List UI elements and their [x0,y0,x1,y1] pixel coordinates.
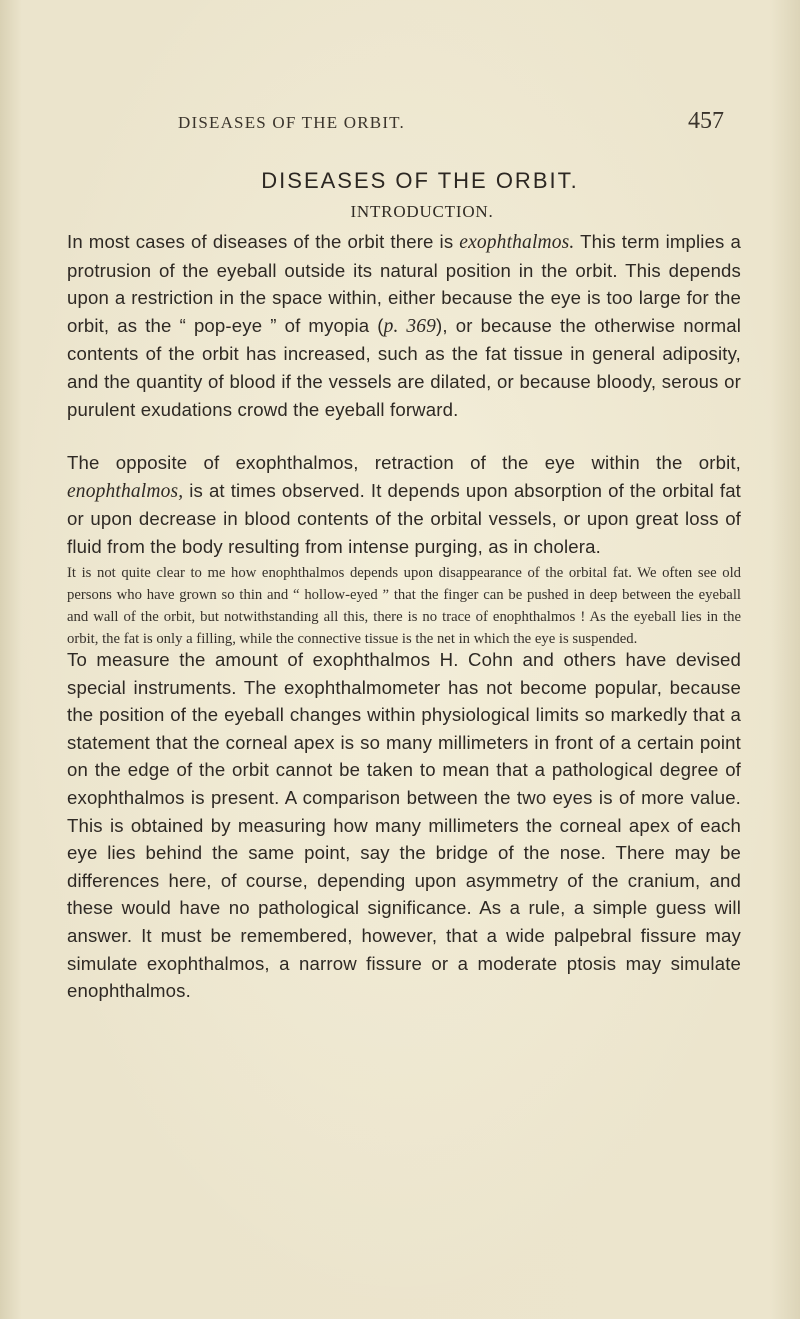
paragraph-measurement [67,646,741,1005]
page-number: 457 [688,108,724,134]
term-enophthalmos: enophthalmos, [67,480,184,502]
page-reference: p. 369 [383,315,437,337]
section-title: INTRODUCTION. [350,202,494,221]
measurement-text: To measure the amount of exophthalmos H. Cohn and others have devised special instruments. The exophthalmometer has not become popular, because the position of the eyeball changes within physiological limits so markedly that a statement that the corneal apex is so many millimeters in front of a certain point on the edge of the orbit cannot be taken to mean that a pathological degree of exophthalmos is present. A comparison between the two eyes is of more value. This is obtained by measuring how many millimeters the corneal apex of each eye lies behind the same point, say the bridge of the nose. There may be differences here, of course, depending upon asymmetry of the cranium, and these would have no pathological significance. As a rule, a simple guess will answer. It must be remembered, however, that a wide palpebral fissure may simulate exophthalmos, a narrow fissure or a moderate ptosis may simulate enophthalmos. [67,649,741,1002]
p2-text-b: is at times observed. It depends upon absorption of the orbital fat or upon decrease in blood contents of the orbital vessels, or upon great loss of fluid from the body resulting from intense purging, as in cholera. [67,479,741,557]
footnote-text: It is not quite clear to me how enophthalmos depends upon disappearance of the orbital fat. We often see old persons who have grown so thin and “ hollow-eyed ” that the finger can be pushed in deep between the eyeball and wall of the orbit, but notwithstanding all this, there is no trace of enophthalmos ! As the eyeball lies in the orbit, the fat is only a filling, while the connective tissue is the net in which the eye is suspended. [67,565,741,647]
footnote-paragraph [67,562,741,650]
p1-text-a: In most cases of diseases of the orbit there is [67,231,460,252]
term-exophthalmos: exophthalmos. [459,232,575,253]
p1-text-b: This term implies a protrusion of the eyeball outside its natural position in the orbit. This depends upon a restriction in the space within, either because the eye is too large for the orbit, as the “ pop-eye ” of myopia ( [67,231,741,336]
paragraph-exophthalmos [67,228,741,423]
running-head [178,108,726,136]
running-title: DISEASES OF THE ORBIT. [178,113,405,132]
chapter-title: DISEASES OF THE ORBIT. [261,168,579,193]
p1-text-c: ), or because the otherwise normal contents of the orbit has increased, such as the fat tissue in general adiposity, and the quantity of blood if the vessels are dilated, or because bloody, serous or purulent exudations crowd the eyeball forward. [67,314,741,420]
p2-text-a: The opposite of exophthalmos, retraction of the eye within the orbit, [67,452,741,473]
paragraph-enophthalmos [67,449,741,560]
